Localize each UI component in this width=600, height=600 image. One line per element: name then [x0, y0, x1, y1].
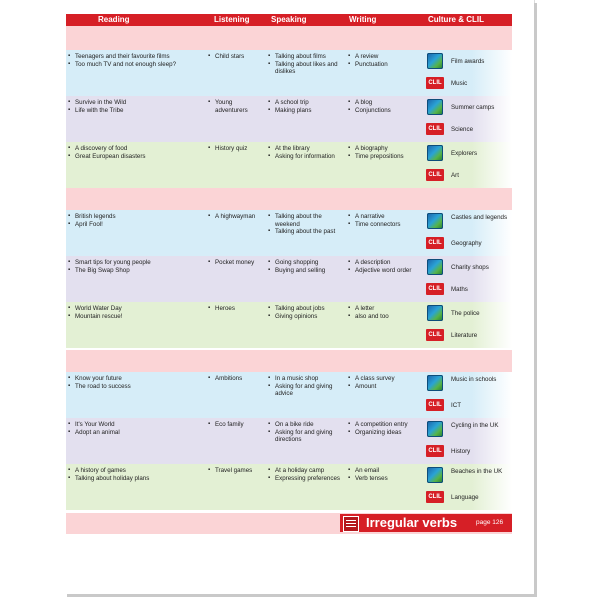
clil-line: [423, 440, 512, 462]
cell-writing: [346, 418, 424, 464]
speaking-item: ▪ At the library: [266, 145, 346, 153]
reading-list: [66, 421, 206, 436]
writing-item: ▪ Verb tenses: [346, 475, 423, 483]
speaking-list: [266, 421, 346, 444]
speaking-item: ▪ At a holiday camp: [266, 467, 346, 475]
globe-icon: [427, 421, 443, 437]
unit-row: [66, 372, 512, 418]
clil-line: [423, 232, 512, 254]
writing-item: ▪ Organizing ideas: [346, 429, 423, 437]
clil-line: [423, 164, 512, 186]
speaking-item: ▪ Asking for and giving directions: [266, 429, 346, 444]
clil-subject: Geography: [451, 240, 482, 247]
culture-line: [423, 50, 512, 72]
reading-item: ▪ A discovery of food: [66, 145, 206, 153]
culture-line: [423, 256, 512, 278]
speaking-item: ▪ Making plans: [266, 107, 346, 115]
culture-topic: Explorers: [451, 150, 478, 157]
unit-row: [66, 464, 512, 510]
cell-culture-clil: [423, 50, 512, 96]
cell-reading: [66, 302, 207, 348]
module-band: [66, 188, 512, 210]
speaking-item: ▪ Talking about the past: [266, 228, 346, 236]
culture-line: [423, 142, 512, 164]
writing-item: ▪ Time prepositions: [346, 153, 423, 161]
clil-subject: History: [451, 448, 471, 455]
writing-item: ▪ Punctuation: [346, 61, 423, 69]
cell-reading: [66, 464, 207, 510]
clil-badge: CLIL: [426, 283, 444, 295]
cell-listening: [206, 96, 267, 142]
writing-list: [346, 467, 423, 482]
clil-subject: Literature: [451, 332, 478, 339]
culture-line: [423, 418, 512, 440]
culture-topic: Music in schools: [451, 376, 497, 383]
cell-writing: [346, 96, 424, 142]
cell-listening: [206, 142, 267, 188]
culture-topic: Film awards: [451, 58, 485, 65]
clil-subject: ICT: [451, 402, 461, 409]
reading-item: ▪ April Fool!: [66, 221, 206, 229]
writing-list: [346, 375, 423, 390]
speaking-item: ▪ Talking about likes and dislikes: [266, 61, 346, 76]
clil-line: [423, 72, 512, 94]
cell-writing: [346, 256, 424, 302]
writing-list: [346, 259, 423, 274]
speaking-list: [266, 467, 346, 482]
speaking-item: ▪ On a bike ride: [266, 421, 346, 429]
reading-list: [66, 99, 206, 114]
speaking-item: ▪ Buying and selling: [266, 267, 346, 275]
listening-list: [206, 213, 266, 221]
culture-line: [423, 302, 512, 324]
unit-row: [66, 210, 512, 256]
header-reading: Reading: [98, 15, 130, 24]
culture-topic: The police: [451, 310, 480, 317]
reading-item: ▪ The Big Swap Shop: [66, 267, 206, 275]
clil-line: [423, 324, 512, 346]
reading-item: ▪ It's Your World: [66, 421, 206, 429]
writing-list: [346, 213, 423, 228]
unit-row: [66, 302, 512, 348]
cell-speaking: [266, 418, 347, 464]
reading-list: [66, 53, 206, 68]
speaking-item: ▪ Talking about the weekend: [266, 213, 346, 228]
listening-item: ▪ A highwayman: [206, 213, 266, 221]
unit-row: [66, 142, 512, 188]
listening-list: [206, 259, 266, 267]
reading-item: ▪ Talking about holiday plans: [66, 475, 206, 483]
reading-list: [66, 305, 206, 320]
unit-row: [66, 418, 512, 464]
listening-item: ▪ History quiz: [206, 145, 266, 153]
clil-badge: CLIL: [426, 169, 444, 181]
clil-subject: Maths: [451, 286, 468, 293]
clil-line: [423, 394, 512, 416]
globe-icon: [427, 375, 443, 391]
syllabus-page: [64, 0, 534, 594]
writing-item: ▪ A description: [346, 259, 423, 267]
culture-line: [423, 372, 512, 394]
cell-culture-clil: [423, 464, 512, 510]
clil-badge: CLIL: [426, 445, 444, 457]
irregular-verbs-banner[interactable]: [340, 514, 512, 532]
cell-listening: [206, 372, 267, 418]
cell-speaking: [266, 464, 347, 510]
clil-subject: Science: [451, 126, 474, 133]
writing-item: ▪ A competition entry: [346, 421, 423, 429]
speaking-item: ▪ Expressing preferences: [266, 475, 346, 483]
listening-item: ▪ Heroes: [206, 305, 266, 313]
reading-item: ▪ British legends: [66, 213, 206, 221]
speaking-item: ▪ Talking about jobs: [266, 305, 346, 313]
cell-culture-clil: [423, 256, 512, 302]
module-band: [66, 26, 512, 50]
cell-listening: [206, 418, 267, 464]
reading-list: [66, 467, 206, 482]
listening-list: [206, 375, 266, 383]
writing-item: ▪ An email: [346, 467, 423, 475]
speaking-list: [266, 145, 346, 160]
listening-list: [206, 305, 266, 313]
unit-row: [66, 50, 512, 96]
cell-listening: [206, 50, 267, 96]
cell-reading: [66, 256, 207, 302]
cell-reading: [66, 210, 207, 256]
writing-item: ▪ A letter: [346, 305, 423, 313]
clil-line: [423, 118, 512, 140]
reading-item: ▪ Great European disasters: [66, 153, 206, 161]
cell-speaking: [266, 302, 347, 348]
writing-item: ▪ Time connectors: [346, 221, 423, 229]
writing-item: ▪ Adjective word order: [346, 267, 423, 275]
cell-culture-clil: [423, 302, 512, 348]
cell-reading: [66, 142, 207, 188]
listening-item: ▪ Young adventurers: [206, 99, 266, 114]
culture-line: [423, 96, 512, 118]
reading-list: [66, 259, 206, 274]
speaking-item: ▪ A school trip: [266, 99, 346, 107]
reading-item: ▪ Adopt an animal: [66, 429, 206, 437]
listening-item: ▪ Eco family: [206, 421, 266, 429]
reading-item: ▪ The road to success: [66, 383, 206, 391]
speaking-item: ▪ In a music shop: [266, 375, 346, 383]
cell-listening: [206, 464, 267, 510]
clil-badge: CLIL: [426, 77, 444, 89]
unit-row: [66, 256, 512, 302]
header-listening: Listening: [214, 15, 250, 24]
cell-listening: [206, 256, 267, 302]
writing-item: ▪ also and too: [346, 313, 423, 321]
culture-topic: Castles and legends: [451, 214, 508, 221]
listening-list: [206, 99, 266, 114]
listening-list: [206, 53, 266, 61]
listening-item: ▪ Pocket money: [206, 259, 266, 267]
irregular-verbs-page: page 126: [476, 519, 504, 526]
clil-badge: CLIL: [426, 399, 444, 411]
reading-list: [66, 375, 206, 390]
cell-reading: [66, 418, 207, 464]
reading-item: ▪ Know your future: [66, 375, 206, 383]
writing-list: [346, 145, 423, 160]
listening-item: ▪ Travel games: [206, 467, 266, 475]
speaking-list: [266, 213, 346, 236]
cell-speaking: [266, 142, 347, 188]
writing-list: [346, 99, 423, 114]
clil-badge: CLIL: [426, 329, 444, 341]
reading-list: [66, 145, 206, 160]
culture-topic: Beaches in the UK: [451, 468, 503, 475]
reading-list: [66, 213, 206, 228]
writing-item: ▪ A narrative: [346, 213, 423, 221]
cell-culture-clil: [423, 210, 512, 256]
clil-badge: CLIL: [426, 123, 444, 135]
speaking-item: ▪ Going shopping: [266, 259, 346, 267]
cell-writing: [346, 372, 424, 418]
cell-reading: [66, 96, 207, 142]
writing-item: ▪ A blog: [346, 99, 423, 107]
clil-badge: CLIL: [426, 237, 444, 249]
cell-speaking: [266, 256, 347, 302]
irregular-verbs-title: Irregular verbs: [366, 515, 458, 530]
cell-speaking: [266, 372, 347, 418]
cell-writing: [346, 210, 424, 256]
speaking-item: ▪ Giving opinions: [266, 313, 346, 321]
cell-speaking: [266, 210, 347, 256]
cell-culture-clil: [423, 418, 512, 464]
speaking-item: ▪ Talking about films: [266, 53, 346, 61]
reading-item: ▪ Smart tips for young people: [66, 259, 206, 267]
globe-icon: [427, 99, 443, 115]
speaking-item: ▪ Asking for information: [266, 153, 346, 161]
header-speaking: Speaking: [271, 15, 307, 24]
clil-line: [423, 278, 512, 300]
cell-culture-clil: [423, 372, 512, 418]
cell-listening: [206, 210, 267, 256]
reading-item: ▪ Life with the Tribe: [66, 107, 206, 115]
listening-item: ▪ Ambitions: [206, 375, 266, 383]
listening-list: [206, 145, 266, 153]
culture-topic: Charity shops: [451, 264, 489, 271]
cell-writing: [346, 142, 424, 188]
globe-icon: [427, 213, 443, 229]
writing-item: ▪ A review: [346, 53, 423, 61]
writing-list: [346, 421, 423, 436]
writing-item: ▪ Amount: [346, 383, 423, 391]
reading-item: ▪ Survive in the Wild: [66, 99, 206, 107]
clil-subject: Language: [451, 494, 479, 501]
culture-topic: Cycling in the UK: [451, 422, 499, 429]
speaking-list: [266, 53, 346, 76]
table-header: [66, 14, 512, 26]
cell-writing: [346, 302, 424, 348]
speaking-list: [266, 259, 346, 274]
header-writing: Writing: [349, 15, 377, 24]
globe-icon: [427, 259, 443, 275]
writing-item: ▪ A biography: [346, 145, 423, 153]
clil-subject: Art: [451, 172, 459, 179]
cell-reading: [66, 372, 207, 418]
globe-icon: [427, 305, 443, 321]
reading-item: ▪ Mountain rescue!: [66, 313, 206, 321]
listening-item: ▪ Child stars: [206, 53, 266, 61]
clil-badge: CLIL: [426, 491, 444, 503]
culture-line: [423, 210, 512, 232]
module-band: [66, 350, 512, 372]
speaking-list: [266, 375, 346, 398]
writing-list: [346, 53, 423, 68]
reading-item: ▪ Too much TV and not enough sleep?: [66, 61, 206, 69]
clil-subject: Music: [451, 80, 468, 87]
cell-listening: [206, 302, 267, 348]
listening-list: [206, 467, 266, 475]
globe-icon: [427, 53, 443, 69]
unit-row: [66, 96, 512, 142]
speaking-list: [266, 99, 346, 114]
cell-writing: [346, 464, 424, 510]
reading-item: ▪ Teenagers and their favourite films: [66, 53, 206, 61]
globe-icon: [427, 145, 443, 161]
culture-line: [423, 464, 512, 486]
speaking-list: [266, 305, 346, 320]
writing-item: ▪ Conjunctions: [346, 107, 423, 115]
cell-reading: [66, 50, 207, 96]
header-culture-clil: Culture & CLIL: [428, 15, 484, 24]
cell-speaking: [266, 96, 347, 142]
writing-list: [346, 305, 423, 320]
cell-speaking: [266, 50, 347, 96]
listening-list: [206, 421, 266, 429]
cell-writing: [346, 50, 424, 96]
reading-item: ▪ A history of games: [66, 467, 206, 475]
clil-line: [423, 486, 512, 508]
cell-culture-clil: [423, 142, 512, 188]
culture-topic: Summer camps: [451, 104, 495, 111]
writing-item: ▪ A class survey: [346, 375, 423, 383]
globe-icon: [427, 467, 443, 483]
cell-culture-clil: [423, 96, 512, 142]
speaking-item: ▪ Asking for and giving advice: [266, 383, 346, 398]
book-icon: [343, 516, 359, 532]
reading-item: ▪ World Water Day: [66, 305, 206, 313]
